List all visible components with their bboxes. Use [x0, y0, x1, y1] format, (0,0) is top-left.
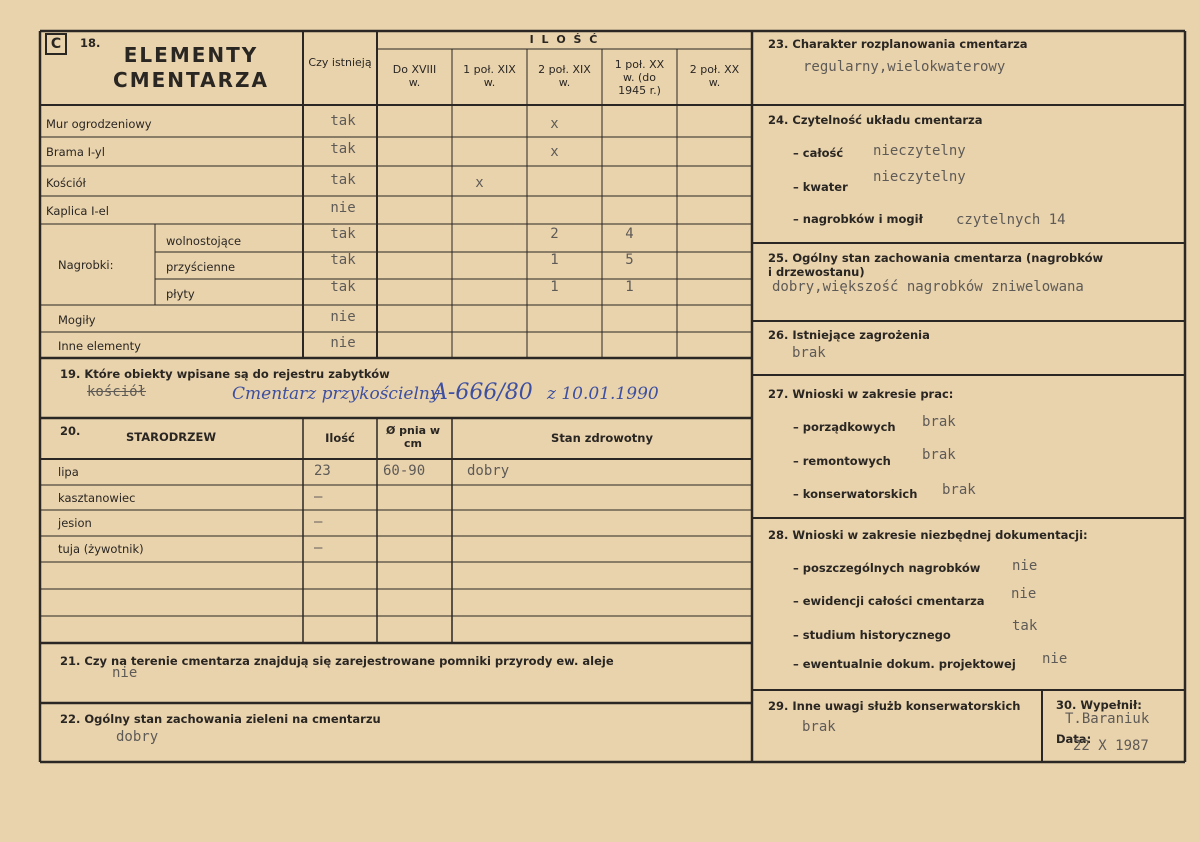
section-28-item-label-2: – studium historycznego — [793, 628, 951, 642]
section-27-item-label-0: – porządkowych — [793, 420, 896, 434]
section-27-item-value-0: brak — [922, 414, 956, 430]
section-25-label-line1: 25. Ogólny stan zachowania cmentarza (nagrobków — [768, 251, 1104, 265]
tree-qty-0: 23 — [314, 463, 331, 479]
tree-qty-3: – — [314, 540, 323, 556]
section-24-item-value-0: nieczytelny — [873, 143, 966, 159]
section-24-item-label-0: – całość — [793, 146, 844, 160]
element-mark-2-1: x — [475, 175, 484, 191]
element-label-0: Mur ogrodzeniowy — [46, 117, 152, 131]
section-27-item-value-2: brak — [942, 482, 976, 498]
nagrobki-sub-label-0: wolnostojące — [166, 234, 242, 248]
element-exists-0: tak — [330, 113, 356, 129]
tree-qty-2: – — [314, 514, 323, 530]
element-bottom-exists-0: nie — [330, 309, 356, 325]
section-27-item-label-2: – konserwatorskich — [793, 487, 918, 501]
exists-header: Czy istnieją — [308, 56, 372, 69]
starodrzew-header: STARODRZEW — [126, 430, 217, 444]
section-27-item-label-1: – remontowych — [793, 454, 891, 468]
section-25-value: dobry,większość nagrobków zniwelowana — [772, 279, 1084, 295]
section-21-label: 21. Czy na terenie cmentarza znajdują się zarejestrowane pomniki przyrody ew. aleje — [60, 654, 614, 668]
section-28-item-value-3: nie — [1042, 651, 1068, 667]
tree-name-2: jesion — [58, 516, 92, 530]
tree-qty-header: Ilość — [325, 431, 355, 445]
nagrobki-exists-0: tak — [330, 226, 356, 242]
tree-qty-1: – — [314, 489, 323, 505]
section-23-value: regularny,wielokwaterowy — [803, 59, 1006, 75]
element-label-2: Kościół — [46, 176, 86, 190]
section-19-handwritten-a: Cmentarz przykościelny — [232, 384, 440, 404]
element-mark-1-2: x — [550, 144, 559, 160]
tree-name-1: kasztanowiec — [58, 491, 136, 505]
section-28-item-value-0: nie — [1012, 558, 1038, 574]
element-bottom-exists-1: nie — [330, 335, 356, 351]
section-27-item-value-1: brak — [922, 447, 956, 463]
element-bottom-label-0: Mogiły — [58, 313, 96, 327]
section-24-item-value-2: czytelnych 14 — [956, 212, 1066, 228]
tree-health-0: dobry — [467, 463, 510, 479]
section-22-label: 22. Ogólny stan zachowania zieleni na cmentarzu — [60, 712, 381, 726]
nagrobki-mark-0-2: 2 — [550, 226, 559, 242]
section-19-struck: kościół — [87, 384, 147, 400]
tree-name-0: lipa — [58, 465, 79, 479]
element-exists-3: nie — [330, 200, 356, 216]
period-header-1: 1 poł. XIX w. — [463, 63, 516, 89]
nagrobki-mark-1-2: 1 — [550, 252, 559, 268]
tree-name-3: tuja (żywotnik) — [58, 542, 144, 556]
section-30-date-label: Data: — [1056, 732, 1092, 746]
elements-title — [96, 43, 286, 93]
tree-diam-0: 60-90 — [383, 463, 426, 479]
nagrobki-mark-2-2: 1 — [550, 279, 559, 295]
nagrobki-exists-1: tak — [330, 252, 356, 268]
element-mark-0-2: x — [550, 116, 559, 132]
section-22-value: dobry — [116, 729, 159, 745]
section-29-value: brak — [802, 719, 836, 735]
nagrobki-mark-0-3: 4 — [625, 226, 634, 242]
nagrobki-sub-label-2: płyty — [166, 287, 195, 301]
section-24-label: 24. Czytelność układu cmentarza — [768, 113, 983, 127]
section-19-handwritten-c: z 10.01.1990 — [547, 384, 659, 404]
tree-health-header: Stan zdrowotny — [551, 431, 653, 445]
section-28-item-label-0: – poszczególnych nagrobków — [793, 561, 981, 575]
section-28-item-value-2: tak — [1012, 618, 1038, 634]
section-19-handwritten-b: A-666/80 — [432, 380, 533, 405]
period-header-3: 1 poł. XX w. (do 1945 r.) — [614, 58, 665, 97]
tree-diam-header: Ø pnia w cm — [385, 424, 441, 450]
section-28-item-label-1: – ewidencji całości cmentarza — [793, 594, 985, 608]
element-exists-2: tak — [330, 172, 356, 188]
section-26-label: 26. Istniejące zagrożenia — [768, 328, 930, 342]
title-line-2: CMENTARZA — [113, 68, 269, 92]
section-28-item-value-1: nie — [1011, 586, 1037, 602]
section-21-value: nie — [112, 665, 138, 681]
section-27-label: 27. Wnioski w zakresie prac: — [768, 387, 954, 401]
section-30-date: 22 X 1987 — [1073, 738, 1149, 754]
nagrobki-mark-1-3: 5 — [625, 252, 634, 268]
section-28-item-label-3: – ewentualnie dokum. projektowej — [793, 657, 1016, 671]
section-26-value: brak — [792, 345, 826, 361]
nagrobki-sub-label-1: przyścienne — [166, 260, 236, 274]
title-line-1: ELEMENTY — [123, 43, 259, 67]
element-bottom-label-1: Inne elementy — [58, 339, 141, 353]
period-header-0: Do XVIII w. — [392, 63, 437, 89]
nagrobki-mark-2-3: 1 — [625, 279, 634, 295]
section-badge: C — [45, 33, 67, 55]
element-label-1: Brama I-yl — [46, 145, 105, 159]
section-24-item-label-2: – nagrobków i mogił — [793, 212, 923, 226]
element-label-3: Kaplica I-el — [46, 204, 109, 218]
section-30-name: T.Baraniuk — [1065, 711, 1150, 727]
section-20-number: 20. — [60, 424, 81, 438]
nagrobki-label: Nagrobki: — [58, 258, 114, 272]
period-header-4: 2 poł. XX w. — [689, 63, 740, 89]
section-29-label: 29. Inne uwagi służb konserwatorskich — [768, 699, 1021, 713]
quantity-header: I L O Ś Ć — [529, 33, 600, 46]
section-24-item-value-1: nieczytelny — [873, 169, 966, 185]
nagrobki-exists-2: tak — [330, 279, 356, 295]
period-header-2: 2 poł. XIX w. — [538, 63, 591, 89]
section-18-number: 18. — [80, 36, 101, 50]
section-24-item-label-1: – kwater — [793, 180, 848, 194]
element-exists-1: tak — [330, 141, 356, 157]
section-19-label: 19. Które obiekty wpisane są do rejestru zabytków — [60, 367, 390, 381]
section-23-label: 23. Charakter rozplanowania cmentarza — [768, 37, 1028, 51]
section-30-label: 30. Wypełnił: — [1056, 698, 1142, 712]
section-28-label: 28. Wnioski w zakresie niezbędnej dokumentacji: — [768, 528, 1088, 542]
section-25-label-line2: i drzewostanu) — [768, 265, 865, 279]
